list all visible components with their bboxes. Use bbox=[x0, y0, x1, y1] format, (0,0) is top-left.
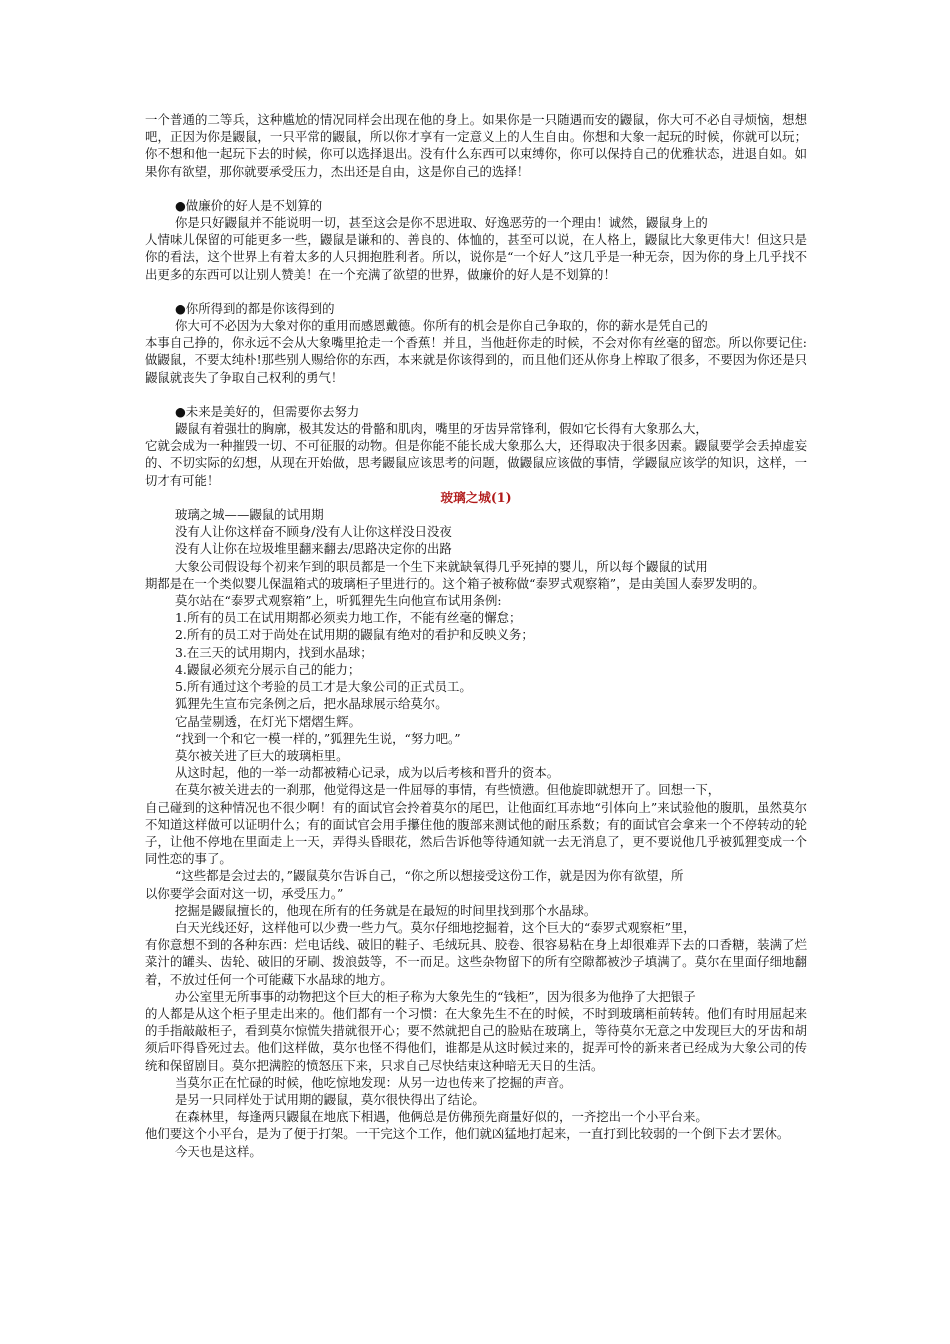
section-heading-what-you-get: ●你所得到的都是你该得到的 bbox=[175, 300, 335, 316]
chapter-text-line: 2.所有的员工对于尚处在试用期的鼹鼠有绝对的看护和反映义务； bbox=[175, 627, 534, 643]
chapter-text-line: 莫尔被关进了巨大的玻璃柜里。 bbox=[175, 747, 349, 763]
chapter-text-line: 4.鼹鼠必须充分展示自己的能力； bbox=[175, 661, 361, 677]
chapter-text-line: 5.所有通过这个考验的员工才是大象公司的正式员工。 bbox=[175, 679, 472, 695]
section-text-line: 你大可不必因为大象对你的重用而感恩戴德。你所有的机会是你自己争取的，你的薪水是凭自己的 bbox=[175, 318, 708, 334]
section-heading-future: ●未来是美好的，但需要你去努力 bbox=[175, 403, 360, 419]
chapter-text-line: 自己碰到的这种情况也不很少啊！有的面试官会拎着莫尔的尾巴，让他面红耳赤地“引体向上”来试验他的腹肌，虽然莫尔不知道这样做可以证明什么；有的面试官会用手攥住他的腹部来测试他的耐压系数；有的面试官会拿来一个不停转动的轮子，让他不停地在里面走上一天，弄得头昏眼花，然后告诉他等待通知就一去无消息了，更不要说他几乎被狐狸变成一个同性恋的事了。 bbox=[145, 799, 807, 867]
chapter-text-line: 的人都是从这个柜子里走出来的。他们都有一个习惯：在大象先生不在的时候，不时到玻璃柜前转转。他们有时用屈起来的手指敲敲柜子，看到莫尔惊慌失措就很开心；要不然就把自己的脸贴在玻璃上，等待莫尔无意之中发现巨大的牙齿和胡须后吓得昏死过去。他们这样做，莫尔也怪不得他们，谁都是从这时候过来的，捉弄可怜的新来者已经成为大象公司的传统和保留剧目。莫尔把满腔的愤怒压下来，只求自己尽快结束这种暗无天日的生活。 bbox=[145, 1005, 807, 1073]
chapter-text-line: 白天光线还好，这样他可以少费一些力气。莫尔仔细地挖掘着，这个巨大的“泰罗式观察柜”里， bbox=[175, 919, 696, 935]
chapter-text-line: 没有人让你这样奋不顾身/没有人让你这样没日没夜 bbox=[175, 524, 452, 540]
chapter-text-line: 以你要学会面对这一切，承受压力。” bbox=[145, 885, 344, 901]
chapter-body bbox=[145, 506, 807, 1160]
chapter-text-line: 有你意想不到的各种东西：烂电话线、破旧的鞋子、毛绒玩具、胶卷、很容易粘在身上却很难弄下去的口香糖，装满了烂菜汁的罐头、齿轮、破旧的牙刷、拨浪鼓等，不一而足。这些杂物留下的所有空隙都被沙子填满了。莫尔在里面仔细地翻着，不放过任何一个可能藏下水晶球的地方。 bbox=[145, 937, 807, 987]
chapter-text-line: 在森林里，每逢两只鼹鼠在地底下相遇，他俩总是仿佛预先商量好似的，一齐挖出一个小平台来。 bbox=[175, 1109, 708, 1125]
section-text-line: 你是只好鼹鼠并不能说明一切，甚至这会是你不思进取、好逸恶劳的一个理由！诚然，鼹鼠身上的 bbox=[175, 215, 708, 231]
chapter-text-line: 3.在三天的试用期内，找到水晶球； bbox=[175, 644, 373, 660]
paragraph-gap bbox=[145, 283, 807, 300]
section-text-line: 人情味儿保留的可能更多一些，鼹鼠是谦和的、善良的、体恤的，甚至可以说，在人格上，鼹鼠比大象更伟大！但这只是你的看法，这个世界上有着太多的人只拥抱胜利者。所以，说你是“一个好人”这几乎是一种无奈，因为你的身上几乎找不出更多的东西可以让别人赞美！在一个充满了欲望的世界，做廉价的好人是不划算的！ bbox=[145, 232, 807, 282]
chapter-text-line: 1.所有的员工在试用期都必须卖力地工作，不能有丝毫的懈怠； bbox=[175, 610, 522, 626]
chapter-text-line: 办公室里无所事事的动物把这个巨大的柜子称为大象先生的“钱柜”，因为很多为他挣了大把银子 bbox=[175, 988, 696, 1004]
paragraph-intro: 一个普通的二等兵，这种尴尬的情况同样会出现在他的身上。如果你是一只随遇而安的鼹鼠，你大可不必自寻烦恼，想想吧，正因为你是鼹鼠，一只平常的鼹鼠，所以你才享有一定意义上的人生自由。你想和大象一起玩的时候，你就可以玩；你不想和他一起玩下去的时候，你可以选择退出。没有什么东西可以束缚你，你可以保持自己的优雅状态，进退自如。如果你有欲望，那你就要承受压力，杰出还是自由，这是你自己的选择！ bbox=[145, 112, 807, 179]
chapter-text-line: 没有人让你在垃圾堆里翻来翻去/思路决定你的出路 bbox=[175, 541, 452, 557]
section-heading-cheap-good-person: ●做廉价的好人是不划算的 bbox=[175, 197, 323, 213]
chapter-text-line: 他们要这个小平台，是为了便于打架。一干完这个工作，他们就凶猛地打起来，一直打到比较弱的一个倒下去才罢休。 bbox=[145, 1126, 790, 1142]
section-text-line: 本事自己挣的，你永远不会从大象嘴里抢走一个香蕉！并且，当他赶你走的时候，不会对你有丝毫的留恋。所以你要记住:做鼹鼠，不要太纯朴!那些别人赐给你的东西，本来就是你该得到的，而且他们还从你身上榨取了很多，不要因为你还是只鼹鼠就丧失了争取自己权利的勇气！ bbox=[145, 335, 807, 385]
chapter-text-line: 今天也是这样。 bbox=[175, 1143, 262, 1159]
chapter-text-line: 莫尔站在“泰罗式观察箱”上，听狐狸先生向他宣布试用条例: bbox=[175, 593, 502, 609]
chapter-text-line: “这些都是会过去的，”鼹鼠莫尔告诉自己，“你之所以想接受这份工作，就是因为你有欲望，所 bbox=[175, 868, 684, 884]
chapter-title: 玻璃之城(1) bbox=[440, 489, 512, 505]
chapter-text-line: 玻璃之城——鼹鼠的试用期 bbox=[175, 507, 324, 523]
chapter-text-line: 挖掘是鼹鼠擅长的，他现在所有的任务就是在最短的时间里找到那个水晶球。 bbox=[175, 902, 597, 918]
chapter-text-line: 大象公司假设每个初来乍到的职员都是一个生下来就缺氧得几乎死掉的婴儿，所以每个鼹鼠的试用 bbox=[175, 558, 708, 574]
section-text-line: 鼹鼠有着强壮的胸廓，极其发达的骨骼和肌肉，嘴里的牙齿异常锋利，假如它长得有大象那么大， bbox=[175, 421, 708, 437]
chapter-text-line: 当莫尔正在忙碌的时候，他吃惊地发现：从另一边也传来了挖掘的声音。 bbox=[175, 1074, 572, 1090]
chapter-text-line: 期都是在一个类似婴儿保温箱式的玻璃柜子里进行的。这个箱子被称做“泰罗式观察箱”，是由美国人泰罗发明的。 bbox=[145, 575, 765, 591]
section-text-line: 它就会成为一种摧毁一切、不可征服的动物。但是你能不能长成大象那么大，还得取决于很多因素。鼹鼠要学会丢掉虚妄的、不切实际的幻想，从现在开始做，思考鼹鼠应该思考的问题，做鼹鼠应该做的事情，学鼹鼠应该学的知识，这样，一切才有可能！ bbox=[145, 438, 807, 488]
paragraph-gap bbox=[145, 386, 807, 403]
chapter-text-line: 是另一只同样处于试用期的鼹鼠，莫尔很快得出了结论。 bbox=[175, 1091, 485, 1107]
chapter-text-line: “找到一个和它一模一样的，”狐狸先生说，“努力吧。” bbox=[175, 730, 461, 746]
chapter-text-line: 它晶莹剔透，在灯光下熠熠生辉。 bbox=[175, 713, 361, 729]
chapter-text-line: 从这时起，他的一举一动都被精心记录，成为以后考核和晋升的资本。 bbox=[175, 765, 560, 781]
chapter-text-line: 在莫尔被关进去的一刹那，他觉得这是一件屈辱的事情，有些愤懑。但他旋即就想开了。回想一下， bbox=[175, 782, 721, 798]
document-page bbox=[145, 111, 807, 1160]
chapter-text-line: 狐狸先生宣布完条例之后，把水晶球展示给莫尔。 bbox=[175, 696, 448, 712]
paragraph-gap bbox=[145, 180, 807, 197]
